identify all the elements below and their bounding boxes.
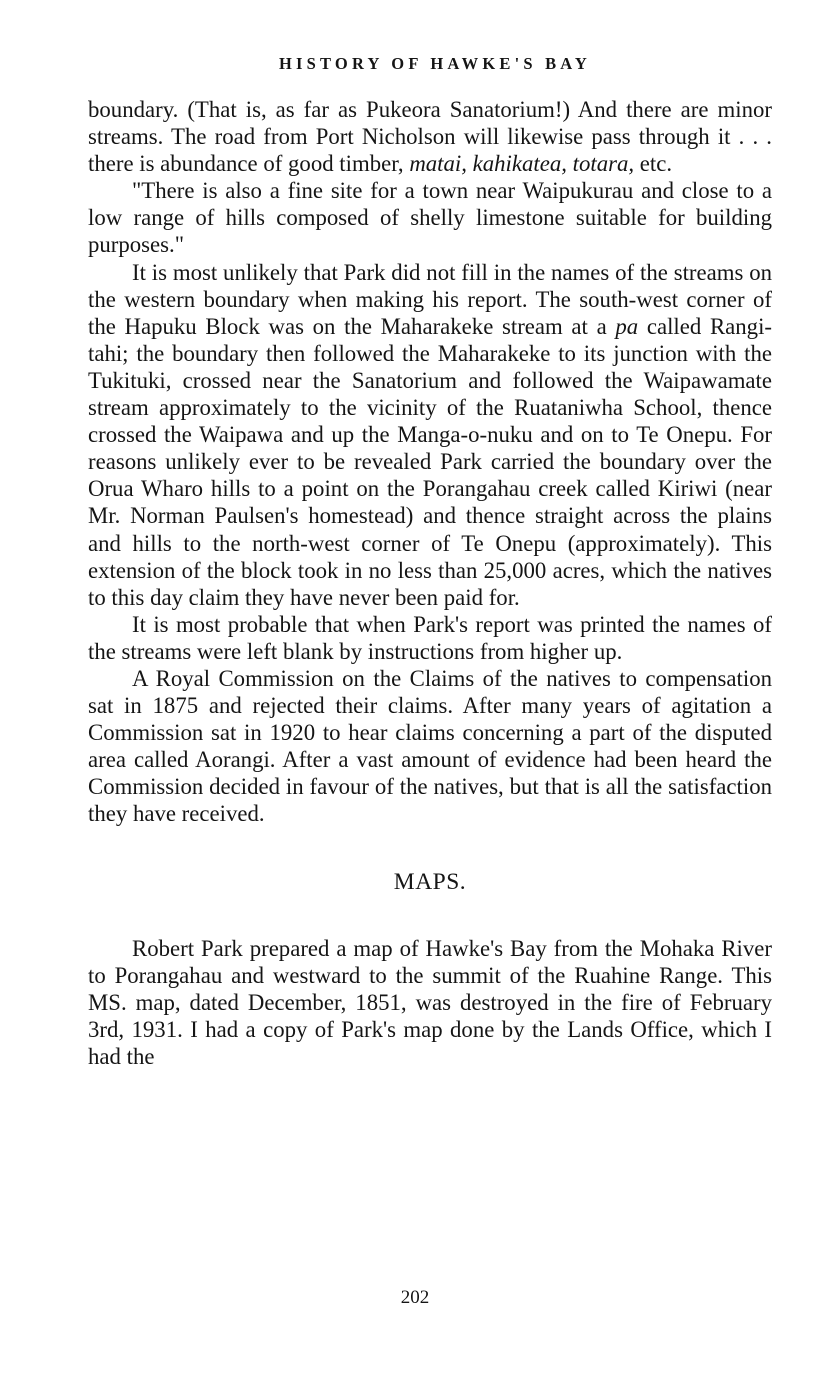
paragraph-park-map: Robert Park prepared a map of Hawke's Bay from the Mohaka River to Porangahau and westward to the summit of the Ruahine Range. This MS. map, dated December, 1851, was destroyed in the fire of February 3rd, 1931. I had a copy of Park's map done by the Lands Office, which I had the: [88, 935, 772, 1069]
page-number: 202: [400, 1287, 430, 1308]
paragraph-boundary-streams: It is most unlikely that Park did not fill in the names of the streams on the western boundary when making his report. The south-west corner of the Hapuku Block was on the Maharakeke stream at a pa called Rangi-tahi; the boundary then followed the Maharakeke to its junction with the Tukituki, crossed near the Sanatorium and followed the Waipawamate stream approximately to the vicinity of the Ruataniwha School, thence crossed the Waipawa and up the Manga-o-nuku and on to Te Onepu. For reasons unlikely ever to be revealed Park carried the boundary over the Orua Wharo hills to a point on the Porangahau creek called Kiriwi (near Mr. Norman Paulsen's homestead) and thence straight across the plains and hills to the north-west corner of Te Onepu (approximately). This extension of the block took in no less than 25,000 acres, which the natives to this day claim they have never been paid for.: [88, 259, 772, 610]
section-heading-maps: MAPS.: [393, 868, 467, 895]
maps-section-text: [88, 935, 772, 1070]
running-head: HISTORY OF HAWKE'S BAY: [278, 54, 592, 73]
paragraph-royal-commission: A Royal Commission on the Claims of the natives to compensation sat in 1875 and rejected their claims. After many years of agitation a Commission sat in 1920 to hear claims concerning a part of the disputed area called Aorangi. After a vast amount of evidence had been heard the Commission decided in favour of the natives, but that is all the satisfaction they have received.: [88, 665, 772, 827]
paragraph-continued: boundary. (That is, as far as Pukeora Sanatorium!) And there are minor streams. The road from Port Nicholson will likewise pass through it . . . there is abundance of good timber, matai, kahikatea, totara, etc.: [88, 97, 772, 177]
paragraph-names-left-blank: It is most probable that when Park's report was printed the names of the streams were left blank by instructions from higher up.: [88, 611, 772, 664]
body-text: [88, 96, 772, 828]
paragraph-quote-town-site: "There is also a fine site for a town near Waipukurau and close to a low range of hills composed of shelly limestone suitable for building purposes.": [88, 178, 772, 258]
book-page: [88, 54, 772, 1070]
